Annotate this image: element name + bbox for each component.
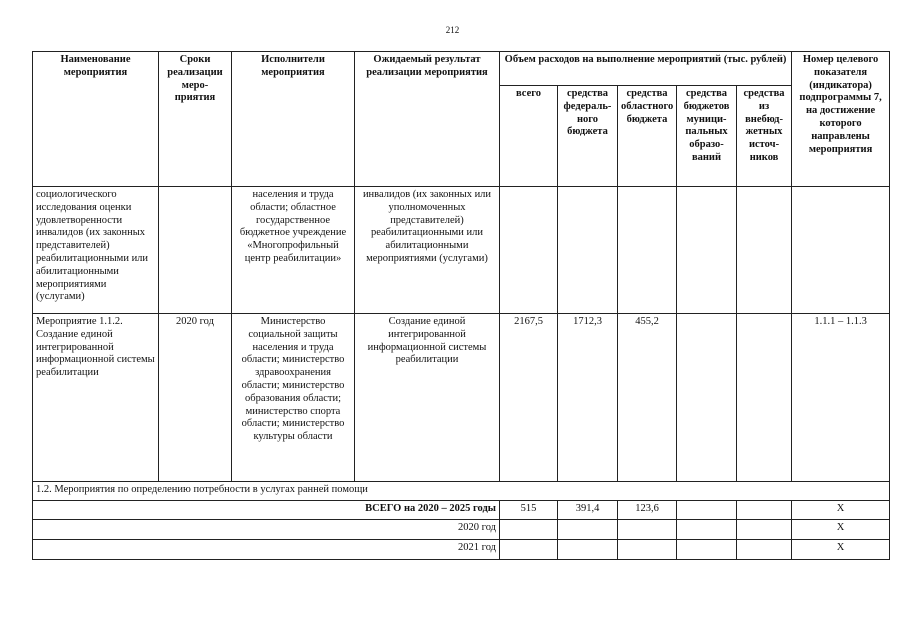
cell-regional [618, 520, 677, 540]
header-total: всего [500, 86, 558, 187]
cell-municipal [677, 520, 737, 540]
table-row-total [33, 501, 890, 520]
table-row-continued [33, 187, 890, 314]
cell-total [500, 540, 558, 560]
cell-name: Мероприятие 1.1.2. Создание единой интегрированной информационной системы реабилитации [33, 314, 159, 482]
header-row [33, 52, 890, 86]
cell-extra [737, 540, 792, 560]
cell-municipal [677, 187, 737, 314]
cell-municipal [677, 540, 737, 560]
cell-total [500, 187, 558, 314]
header-extra: средства из внебюд-жетных источ-ников [737, 86, 792, 187]
cell-indicator [792, 187, 890, 314]
header-terms: Сроки реализации меро-приятия [159, 52, 232, 187]
cell-terms: 2020 год [159, 314, 232, 482]
total-label: ВСЕГО на 2020 – 2025 годы [33, 501, 500, 520]
cell-indicator: X [792, 501, 890, 520]
cell-extra [737, 314, 792, 482]
cell-terms [159, 187, 232, 314]
cell-result: инвалидов (их законных или уполномоченных представителей) реабилитационными или абилитационными мероприятиями (услугами) [355, 187, 500, 314]
year-label: 2021 год [33, 540, 500, 560]
table-row-year-2020 [33, 520, 890, 540]
header-executors: Исполнители мероприятия [232, 52, 355, 187]
cell-extra [737, 520, 792, 540]
cell-federal: 1712,3 [558, 314, 618, 482]
cell-regional [618, 540, 677, 560]
table-row-section-1-2 [33, 482, 890, 501]
table-row-measure-1-1-2 [33, 314, 890, 482]
table-row-year-2021 [33, 540, 890, 560]
measures-table [32, 51, 890, 560]
cell-regional: 123,6 [618, 501, 677, 520]
page-number: 212 [445, 25, 460, 35]
header-federal: средства федераль-ного бюджета [558, 86, 618, 187]
cell-result: Создание единой интегрированной информационной системы реабилитации [355, 314, 500, 482]
cell-executors: населения и труда области; областное государственное бюджетное учреждение «Многопрофильный центр реабилитации» [232, 187, 355, 314]
cell-federal [558, 520, 618, 540]
cell-regional: 455,2 [618, 314, 677, 482]
header-expenses: Объем расходов на выполнение мероприятий (тыс. рублей) [500, 52, 792, 86]
cell-extra [737, 187, 792, 314]
header-municipal: средства бюджетов муници-пальных образо-ваний [677, 86, 737, 187]
cell-indicator: X [792, 520, 890, 540]
cell-regional [618, 187, 677, 314]
cell-federal: 391,4 [558, 501, 618, 520]
cell-name: социологического исследования оценки удовлетворенности инвалидов (их законных представителей) реабилитационными или абилитационными мероприятиями (услугами) [33, 187, 159, 314]
cell-executors: Министерство социальной защиты населения и труда области; министерство здравоохранения области; министерство образования области; министерство спорта области; министерство культуры области [232, 314, 355, 482]
cell-total: 2167,5 [500, 314, 558, 482]
cell-municipal [677, 314, 737, 482]
cell-total [500, 520, 558, 540]
cell-extra [737, 501, 792, 520]
header-regional: средства областного бюджета [618, 86, 677, 187]
cell-total: 515 [500, 501, 558, 520]
cell-federal [558, 187, 618, 314]
cell-indicator: X [792, 540, 890, 560]
header-name: Наименование мероприятия [33, 52, 159, 187]
cell-federal [558, 540, 618, 560]
header-indicator: Номер целевого показателя (индикатора) подпрограммы 7, на достижение которого направлены мероприятия [792, 52, 890, 187]
cell-municipal [677, 501, 737, 520]
header-result: Ожидаемый результат реализации мероприятия [355, 52, 500, 187]
year-label: 2020 год [33, 520, 500, 540]
cell-indicator: 1.1.1 – 1.1.3 [792, 314, 890, 482]
section-heading: 1.2. Мероприятия по определению потребности в услугах ранней помощи [33, 482, 890, 501]
